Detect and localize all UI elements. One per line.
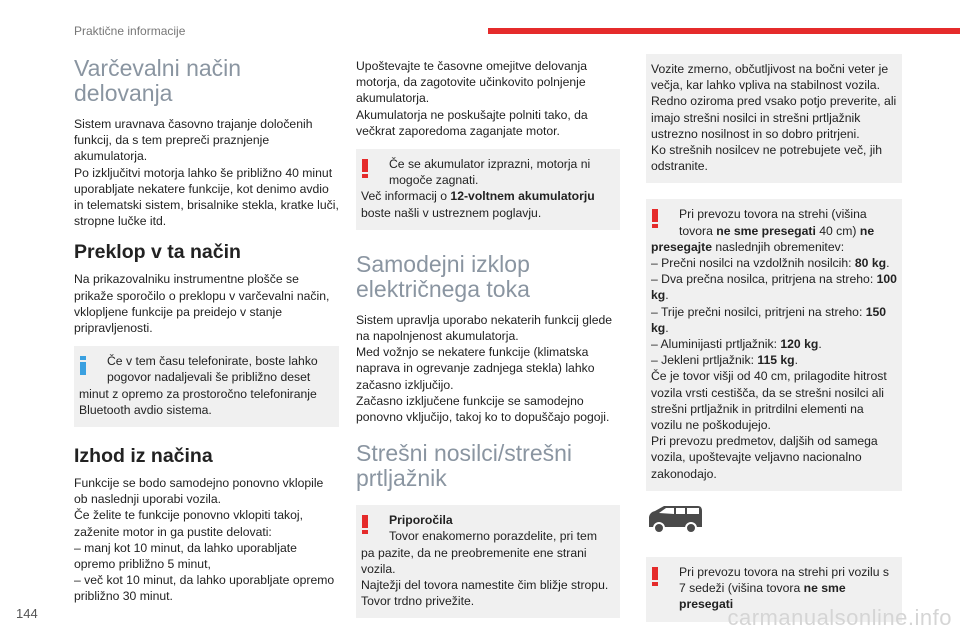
heading-roof-bars: Strešni nosilci/strešni prtljažnik: [356, 440, 573, 492]
heading-auto-power-off: Samodejni izklop električnega toka: [356, 250, 530, 302]
paragraph: Sistem uravnava časovno trajanje določenih funkcij, da s tem prepreči praznjenje akumulatorja.: [74, 117, 313, 164]
paragraph: Vozite zmerno, občutljivost na bočni veter je večja, kar lahko vpliva na stabilnost vozila.: [651, 62, 889, 93]
notice-box: [646, 54, 902, 183]
paragraph: Po izključitvi motorja lahko še približno 40 minut uporabljate nekatere funkcije, kot denimo avdio in telematski sistem, brisalnike stekla, kratke luči, stropne lučke itd.: [74, 165, 339, 229]
warning-emphasis: 12-voltnem akumulatorju: [450, 189, 595, 204]
running-header: Praktične informacije: [74, 24, 186, 38]
warning-text: naslednjih obremenitev:: [711, 239, 845, 254]
paragraph: Pri prevozu predmetov, daljših od samega vozila, upoštevajte veljavno nacionalno zakonodajo.: [651, 434, 878, 481]
warning-text: Če se akumulator izprazni, motorja ni mogoče zagnati.: [389, 157, 591, 188]
paragraph: Akumulatorja ne poskušajte polniti tako, da večkrat zaporedoma zaganjate motor.: [356, 107, 588, 138]
info-text-rest: minut z opremo za prostoročno telefoniranje Bluetooth avdio sistema.: [79, 386, 317, 417]
header-accent-bar: [488, 28, 960, 34]
warning-notice: [356, 505, 620, 618]
watermark: carmanualsonline.info: [727, 605, 952, 630]
paragraph: Ko strešnih nosilcev ne potrebujete več, jih odstranite.: [651, 143, 883, 174]
warning-icon: [652, 209, 658, 227]
list-item: – Dva prečna nosilca, pritrjena na streho: 100 kg.: [651, 272, 897, 303]
list-item: – Jekleni prtljažnik: 115 kg.: [651, 353, 799, 368]
heading-exit-mode: Izhod iz načina: [74, 445, 213, 468]
paragraph: Med vožnjo se nekatere funkcije (klimatska naprava in ogrevanje zadnjega stekla) lahko začasno izključijo.: [356, 345, 595, 392]
warning-notice: [356, 149, 620, 230]
warning-text: 40 cm): [815, 223, 860, 238]
paragraph: Sistem upravlja uporabo nekaterih funkcij glede na napolnjenost akumulatorja.: [356, 312, 613, 344]
paragraph: Če želite te funkcije ponovno vklopiti takoj, zaženite motor in ga pustite delovati:: [74, 508, 303, 539]
warning-text: Več informacij o: [361, 189, 451, 204]
info-icon: [80, 356, 86, 374]
warning-icon: [362, 515, 368, 533]
list-item: – Aluminijasti prtljažnik: 120 kg.: [651, 337, 822, 352]
column-3: [646, 54, 902, 622]
warning-icon: [362, 159, 368, 177]
warning-emphasis: ne sme presegati: [716, 223, 816, 238]
heading-economy-mode: Varčevalni način delovanja: [74, 55, 242, 106]
warning-text: boste našli v ustreznem poglavju.: [361, 205, 542, 220]
warning-text: Pri prevozu tovora na strehi (višina tovora: [679, 207, 867, 238]
paragraph: Če je tovor višji od 40 cm, prilagodite hitrost vozila vrsti cestišča, da se strešni nosilci ali strešni prtljažnik in pritrdilni elementi na vozilu ne poškodujejo.: [651, 369, 887, 433]
warning-text: pa pazite, da ne preobremenite ene strani vozila.: [361, 545, 587, 576]
paragraph: Upoštevajte te časovne omejitve delovanja motorja, da zagotovite učinkovito polnjenje akumulatorja.: [356, 59, 588, 106]
column-1: [74, 56, 339, 605]
paragraph: Začasno izključene funkcije se samodejno ponovno vključijo, takoj ko to dopuščajo pogoji.: [356, 393, 610, 425]
warning-text: Tovor enakomerno porazdelite, pri tem: [389, 529, 597, 544]
list-item: – Prečni nosilci na vzdolžnih nosilcih: 80 kg.: [651, 256, 890, 271]
warning-text: Najtežji del tovora namestite čim bližje stropu.: [361, 578, 609, 593]
warning-title: Priporočila: [389, 513, 453, 528]
warning-emphasis: presegajte: [651, 239, 712, 254]
warning-text: Tovor trdno privežite.: [361, 594, 475, 609]
info-text-first: Če v tem času telefonirate, boste lahko pogovor nadaljevali še približno deset: [107, 354, 318, 385]
column-2: [356, 58, 620, 618]
list-item: – Trije prečni nosilci, pritrjeni na streho: 150 kg.: [651, 304, 887, 335]
warning-text: Pri prevozu tovora na strehi pri vozilu s 7 sedeži (višina tovora: [679, 565, 889, 596]
paragraph: Funkcije se bodo samodejno ponovno vklopile ob naslednji uporabi vozila.: [74, 476, 324, 507]
page-number: 144: [16, 606, 38, 621]
list-item: – več kot 10 minut, da lahko uporabljate opremo približno 30 minut.: [74, 573, 335, 604]
van-icon: [646, 505, 902, 539]
warning-emphasis: ne sme presegati: [679, 581, 846, 612]
warning-emphasis: ne: [859, 223, 875, 238]
info-notice: [74, 346, 339, 427]
warning-icon: [652, 567, 658, 585]
paragraph: Na prikazovalniku instrumentne plošče se prikaže sporočilo o preklopu v varčevalni način, vklopljene funkcije pa preidejo v stanje pripravljenosti.: [74, 272, 330, 336]
heading-switch-to-mode: Preklop v ta način: [74, 241, 241, 264]
warning-notice: [646, 199, 902, 490]
list-item: – manj kot 10 minut, da lahko uporabljate opremo približno 5 minut,: [74, 540, 297, 572]
paragraph: Redno oziroma pred vsako potjo preverite, ali imajo strešni nosilci in strešni prtljažnik ustrezno nosilnost in so dobro pritrjeni.: [651, 94, 897, 141]
